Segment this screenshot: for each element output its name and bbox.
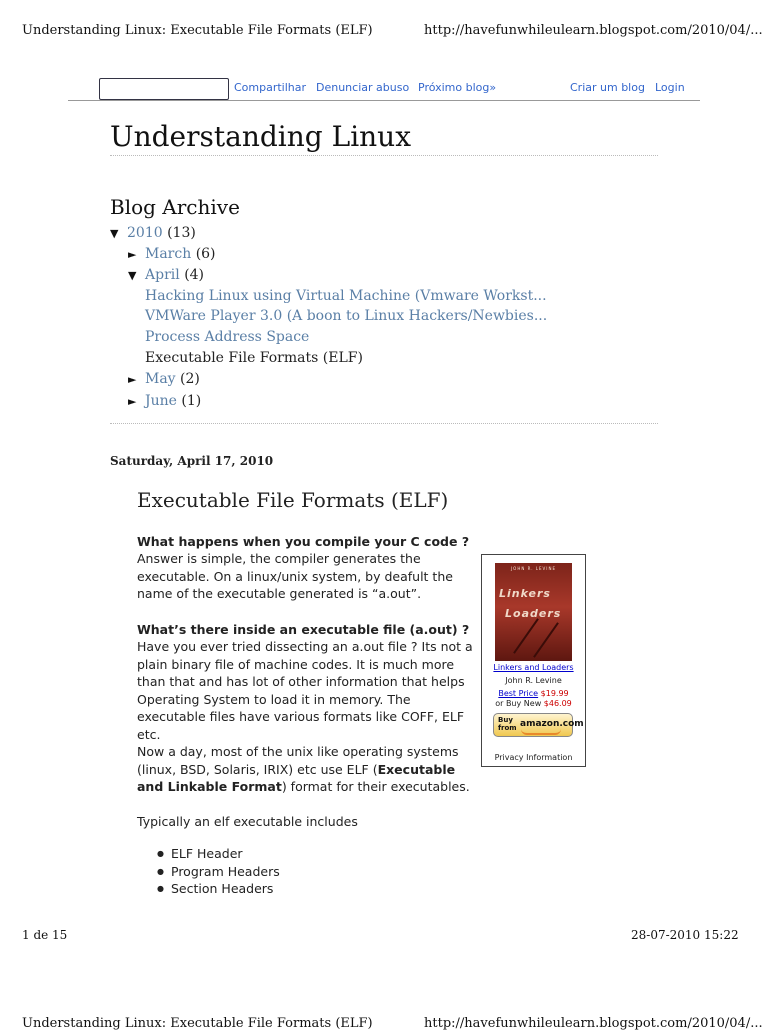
question-1: What happens when you compile your C code ? xyxy=(137,534,470,549)
book-cover-title-2: Loaders xyxy=(505,607,562,620)
post-date: Saturday, April 17, 2010 xyxy=(110,454,274,468)
ad-best-price[interactable]: Best Price $19.99 xyxy=(498,689,569,698)
blog-title[interactable]: Understanding Linux xyxy=(110,120,411,153)
archive-month-march[interactable] xyxy=(128,246,216,262)
archive-year-link[interactable]: 2010 xyxy=(127,225,163,241)
answer-1: Answer is simple, the compiler generates the executable. On a linux/unix system, by deafult the name of the executable generated is “a.out”. xyxy=(137,551,453,601)
book-cover-decoration xyxy=(533,622,559,658)
print-header-title: Understanding Linux: Executable File Formats (ELF) xyxy=(22,23,373,38)
ad-book-author: John R. Levine xyxy=(505,676,562,685)
page-number: 1 de 15 xyxy=(22,928,68,942)
triangle-right-icon[interactable]: ► xyxy=(128,395,137,408)
archive-post-link[interactable] xyxy=(145,288,547,304)
archive-month-link[interactable]: April xyxy=(145,267,180,283)
archive-month-link[interactable]: June xyxy=(145,393,177,409)
ad-buy-new: or Buy New $46.09 xyxy=(495,699,572,708)
print-datetime: 28-07-2010 15:22 xyxy=(631,928,739,942)
amazon-logo-icon: amazon.com xyxy=(520,719,584,729)
typically-text: Typically an elf executable includes xyxy=(137,814,358,829)
print-header-url: http://havefunwhileulearn.blogspot.com/2010/04/... xyxy=(424,23,763,38)
triangle-down-icon[interactable]: ▼ xyxy=(128,269,137,282)
archive-post-current: Executable File Formats (ELF) xyxy=(145,350,363,366)
share-link[interactable]: Compartilhar xyxy=(234,81,307,94)
elf-parts-list xyxy=(157,845,280,898)
archive-post-link-text[interactable]: Process Address Space xyxy=(145,329,310,345)
archive-month-link[interactable]: March xyxy=(145,246,192,262)
amazon-ad xyxy=(481,554,586,767)
list-item: ● ELF Header xyxy=(157,845,280,863)
next-blog-link[interactable]: Próximo blog» xyxy=(418,81,497,94)
post-title[interactable]: Executable File Formats (ELF) xyxy=(137,488,449,512)
book-cover-decoration xyxy=(513,618,539,654)
question-2: What’s there inside an executable file (a.out) ? xyxy=(137,622,470,637)
archive-month-april[interactable] xyxy=(128,267,204,283)
archive-divider xyxy=(110,423,658,424)
book-cover-title-1: Linkers xyxy=(499,587,551,600)
answer-2: Have you ever tried dissecting an a.out file ? Its not a plain binary file of machine codes. It is much more than that and has lot of other information that helps Operating System to load it in memory. The executable files have various formats like COFF, ELF etc. Now a day, most of the unix like operating systems (linux, BSD, Solaris, IRIX) etc use ELF (Executable and Linkable Format) format for their executables. xyxy=(137,639,473,794)
amazon-smile-icon xyxy=(521,729,561,735)
list-item: ● Program Headers xyxy=(157,863,280,881)
ad-book-link[interactable]: Linkers and Loaders xyxy=(493,663,574,672)
search-input[interactable] xyxy=(99,78,229,100)
archive-month-count: (4) xyxy=(184,267,205,283)
triangle-right-icon[interactable]: ► xyxy=(128,373,137,386)
archive-post-link-text[interactable]: VMWare Player 3.0 (A boon to Linux Hackers/Newbies... xyxy=(145,308,548,324)
list-item: ● Section Headers xyxy=(157,880,280,898)
archive-month-link[interactable]: May xyxy=(145,371,176,387)
archive-year-2010[interactable] xyxy=(110,225,196,241)
ad-privacy-link[interactable]: Privacy Information xyxy=(494,753,573,762)
report-abuse-link[interactable]: Denunciar abuso xyxy=(316,81,410,94)
next-page-header-url: http://havefunwhileulearn.blogspot.com/2010/04/... xyxy=(424,1016,763,1031)
archive-month-june[interactable] xyxy=(128,393,201,409)
buy-button-text: Buy from xyxy=(498,716,517,732)
login-link[interactable]: Login xyxy=(655,81,685,94)
book-cover-image[interactable] xyxy=(495,563,572,661)
archive-month-count: (2) xyxy=(180,371,200,387)
archive-month-may[interactable] xyxy=(128,371,200,387)
next-page-header-title: Understanding Linux: Executable File Formats (ELF) xyxy=(22,1016,373,1031)
navbar-divider xyxy=(68,100,700,101)
archive-post-link[interactable] xyxy=(145,329,309,345)
buy-from-amazon-button[interactable] xyxy=(493,713,584,737)
triangle-right-icon[interactable]: ► xyxy=(128,248,137,261)
archive-post-link[interactable] xyxy=(145,308,547,324)
triangle-down-icon[interactable]: ▼ xyxy=(110,227,119,240)
archive-post-link-text[interactable]: Hacking Linux using Virtual Machine (Vmware Workst... xyxy=(145,288,547,304)
title-divider xyxy=(110,155,658,156)
archive-month-count: (6) xyxy=(195,246,216,262)
create-blog-link[interactable]: Criar um blog xyxy=(570,81,645,94)
book-cover-author: JOHN R. LEVINE xyxy=(511,566,556,571)
archive-heading: Blog Archive xyxy=(110,195,240,219)
archive-month-count: (1) xyxy=(181,393,202,409)
archive-year-count: (13) xyxy=(167,225,196,241)
